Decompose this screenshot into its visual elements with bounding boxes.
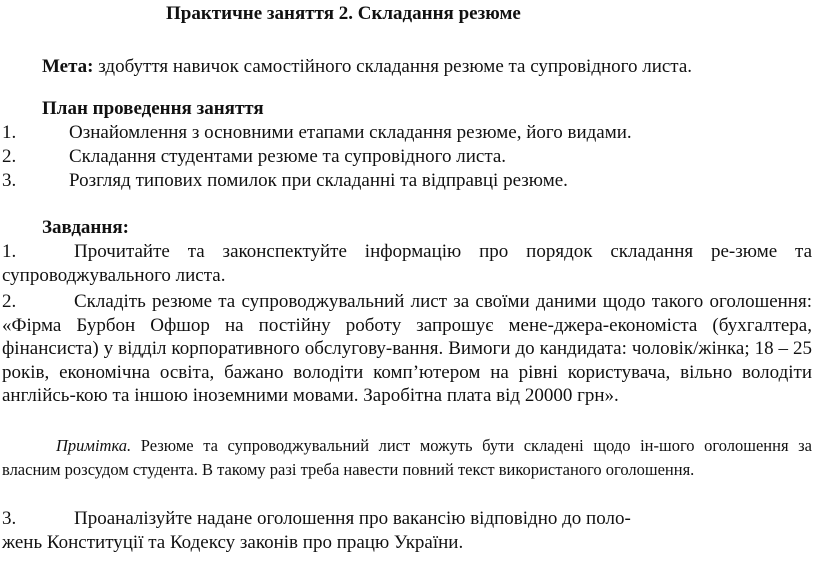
note-text: Резюме та супроводжувальний лист можуть бути складені щодо ін-шого оголошення за власним розсудом студента. В такому разі треба навести повний текст використаного оголошення.	[2, 436, 812, 479]
task-text: Прочитайте та законспектуйте інформацію про порядок складання ре-зюме та супроводжувального листа.	[2, 241, 812, 286]
task-3-line-2: жень Конституції та Кодексу законів про працю України.	[2, 532, 464, 553]
tasks-heading: Завдання:	[42, 217, 129, 238]
plan-item-number: 2.	[2, 146, 17, 167]
task-number: 2.	[2, 291, 17, 312]
plan-item-text: Розгляд типових помилок при складанні та відправці резюме.	[69, 170, 568, 191]
goal-line	[42, 55, 692, 79]
goal-text: здобуття навичок самостійного складання резюме та супровідного листа.	[93, 56, 693, 77]
note-label: Примітка.	[56, 436, 132, 455]
task-number: 1.	[2, 241, 17, 262]
task-paragraph	[2, 240, 812, 287]
plan-item-text: Ознайомлення з основними етапами складання резюме, його видами.	[69, 122, 632, 143]
task-text: Складіть резюме та супроводжувальний лист за своїми даними щодо такого оголошення: «Фірма Бурбон Офшор на постійну роботу запрошує мене-джера-економіста (бухгалтера, фінансиста) у відділ корпоративного обслугову-вання. Вимоги до кандидата: чоловік/жінка; 18 – 25 років, економічна освіта, бажано володіти комп’ютером на рівні користувача, вільно володіти англійсь-кою та іншою іноземними мовами. Заробітна плата від 20000 грн».	[2, 291, 812, 406]
plan-heading: План проведення заняття	[42, 98, 264, 119]
task-3-line-1	[2, 507, 631, 531]
plan-item-number: 1.	[2, 122, 17, 143]
note-paragraph	[2, 434, 812, 481]
task-text: Проаналізуйте надане оголошення про вакансію відповідно до поло-	[74, 508, 631, 529]
task-number: 3.	[2, 508, 17, 529]
task-paragraph	[2, 290, 812, 408]
plan-item-number: 3.	[2, 170, 17, 191]
goal-label: Мета:	[42, 56, 94, 77]
page-title: Практичне заняття 2. Складання резюме	[166, 3, 521, 24]
plan-item-text: Складання студентами резюме та супровідного листа.	[69, 146, 507, 167]
